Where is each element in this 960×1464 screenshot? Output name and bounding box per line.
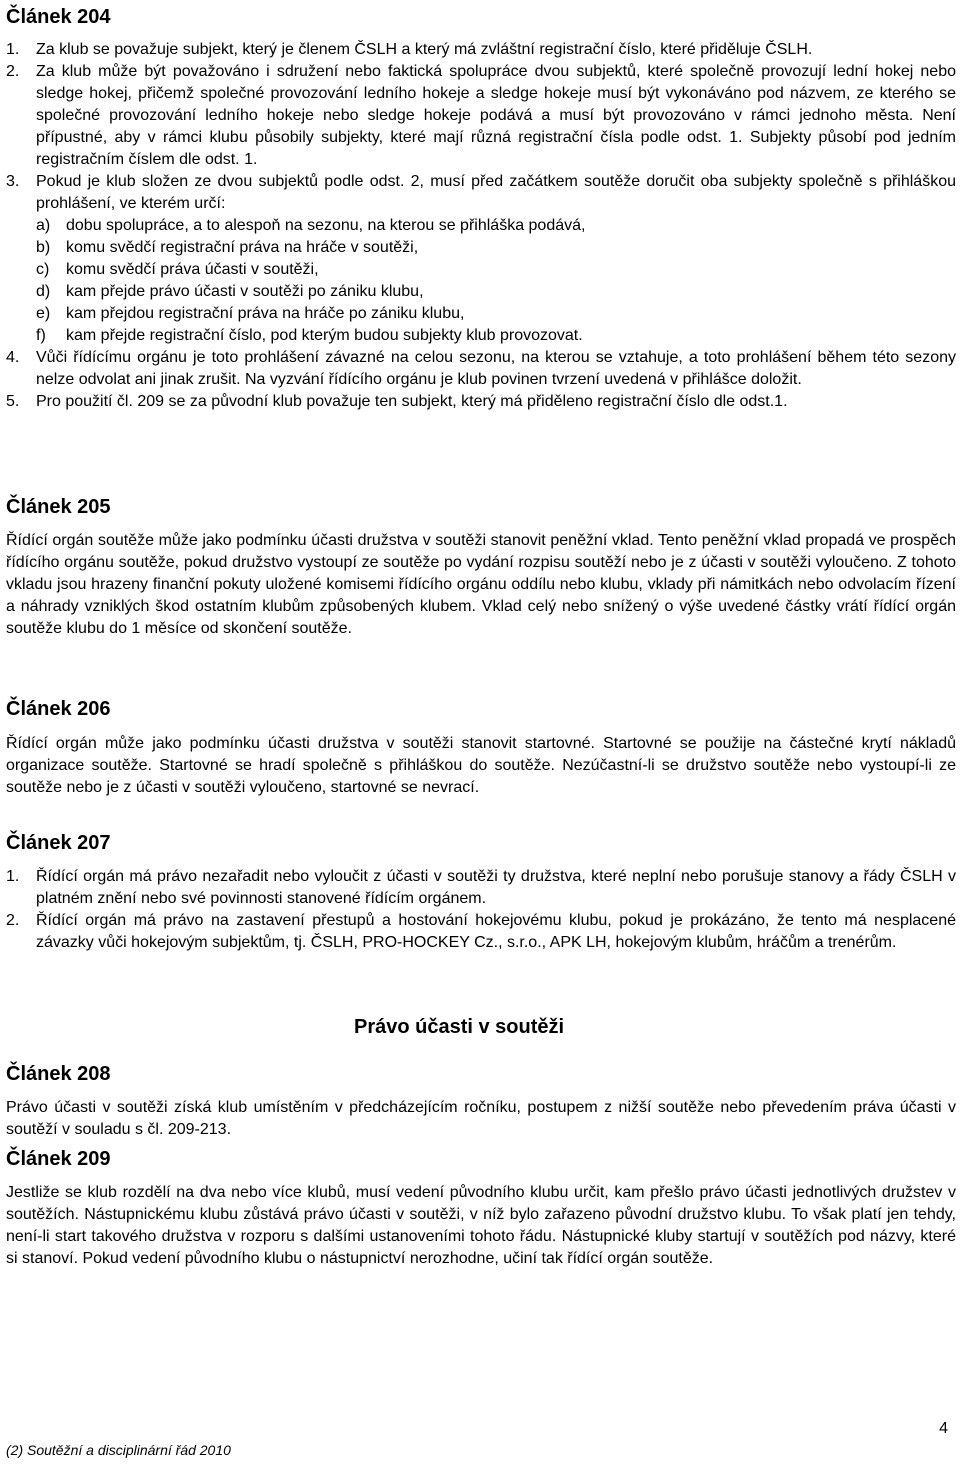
sub-label: c) (36, 261, 50, 278)
item-number: 5. (6, 393, 20, 410)
article-206-text: Řídící orgán může jako podmínku účasti družstva v soutěži stanovit startovné. Startovné se použije na částečné krytí nákladů organizace soutěže. Startovné se hradí společně s přihláškou do soutěže. Nezúčastní-li se družstvo soutěže nebo vystoupí-li ze soutěže nebo je z účasti v soutěži vyloučeno, startovné se nevrací. (6, 735, 956, 796)
sub-text: dobu spolupráce, a to alespoň na sezonu, na kterou se přihláška podává, (66, 217, 586, 234)
item-text: Za klub může být považováno i sdružení nebo faktická spolupráce dvou subjektů, které společně provozují lední hokej nebo sledge hokej, přičemž společné provozování ledního hokeje a sledge hokeje musí být vykonáváno pod názvem, ze kterého se společné provozování ledního hokeje nebo sledge hokeje podává a musí být provozováno v rámci jednoho města. Není přípustné, aby v rámci klubu působily subjekty, které mají různá registrační čísla podle odst. 1. Subjekty působí pod jedním registračním číslem dle odst. 1. (36, 63, 956, 168)
item-text (36, 171, 956, 347)
item-number: 1. (6, 868, 20, 885)
item-text: Za klub se považuje subjekt, který je členem ČSLH a který má zvláštní registrační číslo, které přiděluje ČSLH. (36, 41, 813, 58)
sub-text: kam přejde právo účasti v soutěži po zániku klubu, (66, 283, 424, 300)
sub-item (36, 303, 956, 325)
list-item (6, 61, 956, 171)
article-209-text: Jestliže se klub rozdělí na dva nebo více klubů, musí vedení původního klubu určit, kam přešlo právo účasti jednotlivých družstev v soutěžích. Nástupnickému klubu zůstává právo účasti v soutěži, v níž bylo zařazeno původní družstvo klubu. To však platí jen tehdy, není-li start takového družstva v rozporu s dalšími ustanoveními tohoto řádu. Nástupnické kluby startují v soutěžích pod názvy, které si stanoví. Pokud vedení původního klubu o nástupnictví nerozhodne, učiní tak řídící orgán soutěže. (6, 1184, 956, 1267)
sub-text: kam přejdou registrační práva na hráče po zániku klubu, (66, 305, 465, 322)
sub-item (36, 281, 956, 303)
footer-title: (2) Soutěžní a disciplinární řád 2010 (6, 1442, 231, 1458)
article-204-list (6, 39, 956, 413)
item-number: 1. (6, 41, 20, 58)
list-item (6, 391, 956, 413)
sub-item (36, 259, 956, 281)
list-item (6, 347, 956, 391)
sub-label: d) (36, 283, 51, 300)
article-207-list (6, 866, 956, 954)
sub-text: kam přejde registrační číslo, pod kterým budou subjekty klub provozovat. (66, 327, 583, 344)
sub-item (36, 215, 956, 237)
sub-text: komu svědčí práva účasti v soutěži, (66, 261, 319, 278)
article-209-heading: Článek 209 (6, 1148, 111, 1170)
list-item (6, 171, 956, 347)
item-number: 3. (6, 173, 20, 190)
item-number: 4. (6, 349, 20, 366)
sub-label: b) (36, 239, 51, 256)
list-item (6, 866, 956, 910)
sub-label: a) (36, 217, 51, 234)
item-text: Pro použití čl. 209 se za původní klub považuje ten subjekt, který má přiděleno registrační číslo dle odst.1. (36, 393, 788, 410)
item-intro: Pokud je klub složen ze dvou subjektů podle odst. 2, musí před začátkem soutěže doručit oba subjekty společně s přihláškou prohlášení, ve kterém určí: (36, 173, 956, 212)
article-208-text: Právo účasti v soutěži získá klub umístěním v předcházejícím ročníku, postupem z nižší soutěže nebo převedením práva účasti v soutěží v souladu s čl. 209-213. (6, 1099, 956, 1138)
article-207-heading: Článek 207 (6, 832, 111, 854)
sub-label: e) (36, 305, 51, 322)
item-text: Řídící orgán má právo na zastavení přestupů a hostování hokejovému klubu, pokud je prokázáno, že tento má nesplacené závazky vůči hokejovým subjektům, tj. ČSLH, PRO-HOCKEY Cz., s.r.o., APK LH, hokejovým klubům, hráčům a trenérům. (36, 912, 956, 951)
article-208-heading: Článek 208 (6, 1063, 111, 1085)
sub-item (36, 325, 956, 347)
article-205-heading: Článek 205 (6, 496, 111, 518)
item-text: Vůči řídícímu orgánu je toto prohlášení závazné na celou sezonu, na kterou se vztahuje, a toto prohlášení během této sezony nelze odvolat ani jinak zrušit. Na vyzvání řídícího orgánu je klub povinen tvrzení uvedená v přihlášce doložit. (36, 349, 956, 388)
item-number: 2. (6, 912, 20, 929)
article-205-text: Řídící orgán soutěže může jako podmínku účasti družstva v soutěži stanovit peněžní vklad. Tento peněžní vklad propadá ve prospěch řídícího orgánu soutěže, pokud družstvo vystoupí ze soutěže po vydání rozpisu soutěží nebo je z účasti v soutěži vyloučeno. Z tohoto vkladu jsou hrazeny finanční pokuty uložené komisemi řídícího orgánu oddílu nebo klubu, vklady při námitkách nebo odvolacím řízení a náhrady vzniklých škod ostatním klubům způsobených klubem. Vklad celý nebo snížený o výše uvedené částky vrátí řídící orgán soutěže klubu do 1 měsíce od skončení soutěže. (6, 532, 956, 637)
sub-item (36, 237, 956, 259)
article-206-heading: Článek 206 (6, 698, 111, 720)
sub-label: f) (36, 327, 46, 344)
sub-list (36, 215, 956, 347)
sub-text: komu svědčí registrační práva na hráče v soutěži, (66, 239, 419, 256)
list-item (6, 39, 956, 61)
item-text: Řídící orgán má právo nezařadit nebo vyloučit z účasti v soutěži ty družstva, které neplní nebo porušuje stanovy a řády ČSLH v platném znění nebo své povinnosti stanovené řídícím orgánem. (36, 868, 956, 907)
article-204-heading: Článek 204 (6, 6, 111, 28)
page-number: 4 (939, 1420, 948, 1437)
list-item (6, 910, 956, 954)
item-number: 2. (6, 63, 20, 80)
section-title: Právo účasti v soutěži (354, 1016, 565, 1038)
